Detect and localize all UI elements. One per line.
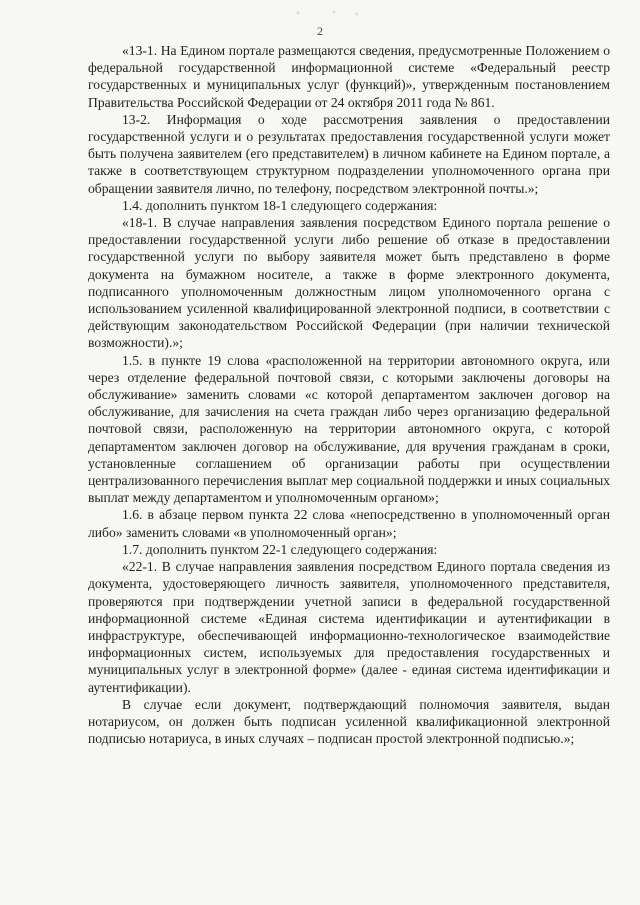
paragraph-13-1: «13-1. На Едином портале размещаются сведения, предусмотренные Положением о федеральной государственной информационной системе «Федеральный реестр государственных и муниципальных услуг (функций)», утвержденным постановлением Правительства Российской Федерации от 24 октября 2011 года № 861.: [88, 43, 610, 110]
paragraph-1-7: 1.7. дополнить пунктом 22-1 следующего содержания:: [122, 541, 438, 557]
paragraph-1-6: 1.6. в абзаце первом пункта 22 слова «непосредственно в уполномоченный орган либо» заменить словами «в уполномоченный орган»;: [88, 507, 610, 540]
scan-noise: [280, 8, 370, 18]
paragraph-22-1-continued: В случае если документ, подтверждающий полномочия заявителя, выдан нотариусом, он должен быть подписан усиленной квалификационной электронной подписью нотариуса, в иных случаях – подписан простой электронной подписью.»;: [88, 696, 610, 747]
paragraph-13-2: 13-2. Информация о ходе рассмотрения заявления о предоставлении государственной услуги и о результатах предоставления государственной услуги может быть получена заявителем (его представителем) в личном кабинете на Едином портале, а также в соответствующем структурном подразделении уполномоченного органа при обращении заявителя лично, по телефону, посредством электронной почты.»;: [88, 111, 610, 196]
paragraph-18-1: «18-1. В случае направления заявления посредством Единого портала решение о предоставлении государственной услуги либо решение об отказе в предоставлении государственной услуги по выбору заявителя может быть представлено в форме документа на бумажном носителе, а также в форме электронного документа, подписанного уполномоченным должностным лицом уполномоченного органа с использованием усиленной квалифицированной электронной подписи, в соответствии с действующим законодательством Российской Федерации (при наличии технической возможности).»;: [88, 215, 610, 351]
paragraph-22-1: «22-1. В случае направления заявления посредством Единого портала сведения из документа, удостоверяющего личность заявителя, уполномоченного представителя, проверяются при подтверждении учетной записи в федеральной государственной информационной системе «Единая система идентификации и аутентификации в инфраструктуре, обеспечивающей информационно-технологическое взаимодействие информационных систем, используемых для предоставления государственных и муниципальных услуг в электронной форме» (далее - единая система идентификации и аутентификации).: [88, 559, 610, 695]
paragraph-1-5: 1.5. в пункте 19 слова «расположенной на территории автономного округа, или через отделение федеральной почтовой связи, с которыми заключены договоры на обслуживание» заменить словами «с которой департаментом заключен договор на обслуживание, для зачисления на счета граждан либо через организацию федеральной почтовой связи, расположенную на территории автономного округа, с которой департаментом заключен договор на обслуживание, для вручения гражданам в сроки, установленные соглашением об организации работы при осуществлении централизованного перечисления выплат мер социальной поддержки и иных социальных выплат между департаментом и уполномоченным органом»;: [88, 352, 610, 506]
paragraph-1-4: 1.4. дополнить пунктом 18-1 следующего содержания:: [122, 197, 438, 213]
page-number: 2: [317, 24, 323, 38]
document-body: [88, 42, 610, 747]
